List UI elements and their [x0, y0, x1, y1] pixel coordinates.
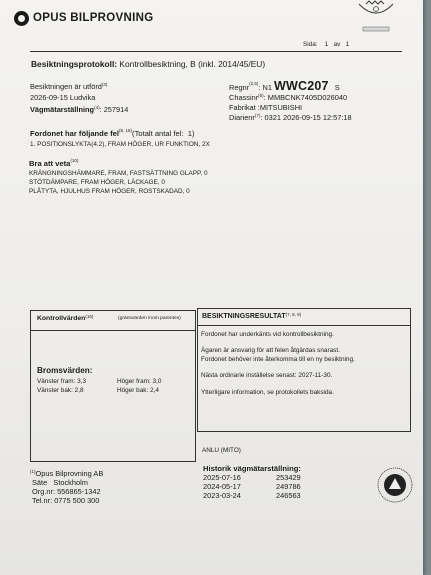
result-line: Nästa ordinarie inställelse senast: 2027-11-30.	[201, 372, 333, 379]
history-value: 246563	[276, 491, 301, 500]
protocol-title: Besiktningsprotokoll: Kontrollbesiktning, B (inkl. 2014/45/EU)	[31, 59, 266, 69]
chassis-row: Chassinr$^{(6)}$: MMBCNK7405D026040	[229, 93, 348, 102]
history-heading: Historik vägmätarställning:	[203, 464, 301, 473]
brand-name: OPUS BILPROVNING	[33, 12, 154, 24]
brake-heading: Bromsvärden:	[37, 366, 93, 375]
accreditation-seal-icon	[355, 0, 397, 36]
faults-heading: Fordonet har följande fel$^{(8, 15)}$(Totalt antal fel: 1)	[30, 128, 195, 138]
history-date: 2025-07-16	[203, 473, 241, 482]
company-seat: Säte Stockholm	[32, 478, 88, 487]
regnr-value: WWC207	[274, 79, 329, 93]
result-heading: BESIKTNINGSRESULTAT$^{(7, 8, 9)}$	[202, 312, 302, 320]
result-line: Fordonet har underkänts vid kontrollbesiktning.	[201, 331, 334, 338]
diary-row: Diarienr$^{(7)}$: 0321 2026-09-15 12:57:18	[229, 113, 352, 122]
inspector-signature: ANLU (MITO)	[202, 447, 241, 454]
company-name: $^{(1)}$Opus Bilprovning AB	[30, 469, 104, 478]
result-divider	[197, 325, 411, 326]
history-value: 253429	[276, 473, 301, 482]
history-date: 2023-03-24	[203, 491, 241, 500]
inspection-value: 2026-09-15 Ludvika	[30, 93, 96, 102]
company-phone: Tel.nr: 0775 500 300	[32, 496, 100, 505]
make-row: Fabrikat :MITSUBISHI	[229, 103, 303, 112]
odometer: Vägmätarställning$^{(4)}$: 257914	[30, 105, 129, 114]
good-to-know-heading: Bra att veta$^{(10)}$	[29, 158, 79, 168]
history-value: 249786	[276, 482, 301, 491]
good-to-know-item: STÖTDÄMPARE, FRAM HÖGER, LÄCKAGE, 0	[29, 179, 165, 186]
page-indicator: Sida: 1 av 1	[303, 41, 350, 48]
regnr-row: Regnr$^{(2,5)}$: N1 WWC207 S	[229, 79, 340, 93]
result-line: Ägaren är ansvarig för att felen åtgärdas snarast.	[201, 347, 340, 354]
result-line: Ytterligare information, se protokollets baksida.	[201, 389, 334, 396]
control-values-heading: Kontrollvärden$^{(16)}$	[37, 314, 94, 322]
brake-rear-right: Höger bak: 2,4	[117, 387, 159, 394]
opus-logo-icon	[14, 11, 29, 26]
history-date: 2024-05-17	[203, 482, 241, 491]
inspection-label: Besiktningen är utförd$^{(3)}$	[30, 82, 108, 91]
header-divider	[30, 51, 402, 52]
good-to-know-item: PLÅTYTA, HJULHUS FRAM HÖGER, ROSTSKADAD, 0	[29, 188, 190, 195]
brake-front-left: Vänster fram: 3,3	[37, 378, 87, 385]
result-line: Fordonet behöver inte återkomma till en ny besiktning.	[201, 356, 355, 363]
brake-front-right: Höger fram: 3,0	[117, 378, 162, 385]
brake-rear-left: Vänster bak: 2,8	[37, 387, 84, 394]
control-values-divider	[30, 330, 196, 331]
company-orgnr: Org.nr: 556865-1342	[32, 487, 101, 496]
good-to-know-item: KRÄNGNINGSHÄMMARE, FRAM, FASTSÄTTNING GLAPP, 0	[29, 170, 208, 177]
fault-item: 1. POSITIONSLYKTA(4.2), FRAM HÖGER, UR FUNKTION, 2X	[30, 141, 210, 148]
control-values-box	[30, 310, 196, 462]
swedac-seal-icon	[376, 466, 414, 504]
result-box	[197, 308, 411, 432]
limit-note: (gränsvärden inom parentes)	[118, 316, 181, 321]
